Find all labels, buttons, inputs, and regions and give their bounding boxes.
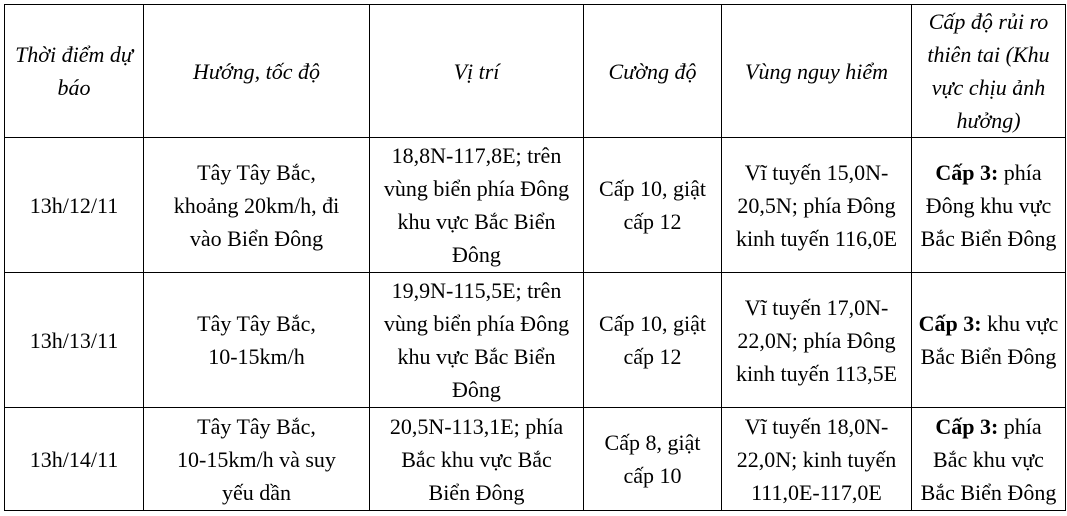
risk-level-label: Cấp 3: [935, 413, 999, 439]
cell-direction: Tây Tây Bắc, 10-15km/h và suy yếu dần [144, 408, 370, 511]
header-time: Thời điểm dự báo [5, 5, 144, 138]
cell-time: 13h/12/11 [5, 138, 144, 273]
risk-level-label: Cấp 3: [935, 159, 999, 185]
cell-time: 13h/13/11 [5, 273, 144, 408]
table-row [5, 408, 1066, 511]
cell-time: 13h/14/11 [5, 408, 144, 511]
cell-direction: Tây Tây Bắc, khoảng 20km/h, đi vào Biển Đông [144, 138, 370, 273]
cell-position: 20,5N-113,1E; phía Bắc khu vực Bắc Biển Đông [370, 408, 584, 511]
cell-position: 18,8N-117,8E; trên vùng biển phía Đông khu vực Bắc Biển Đông [370, 138, 584, 273]
cell-direction: Tây Tây Bắc, 10-15km/h [144, 273, 370, 408]
table-row [5, 273, 1066, 408]
cell-position: 19,9N-115,5E; trên vùng biển phía Đông khu vực Bắc Biển Đông [370, 273, 584, 408]
header-direction: Hướng, tốc độ [144, 5, 370, 138]
cell-risk-level: Cấp 3: phía Bắc khu vực Bắc Biển Đông [912, 408, 1066, 511]
cell-danger-zone: Vĩ tuyến 17,0N- 22,0N; phía Đông kinh tuyến 113,5E [722, 273, 912, 408]
header-position: Vị trí [370, 5, 584, 138]
cell-risk-level: Cấp 3: phía Đông khu vực Bắc Biển Đông [912, 138, 1066, 273]
table-header-row [5, 5, 1066, 138]
cell-intensity: Cấp 10, giật cấp 12 [584, 138, 722, 273]
cell-intensity: Cấp 8, giật cấp 10 [584, 408, 722, 511]
cell-intensity: Cấp 10, giật cấp 12 [584, 273, 722, 408]
cell-danger-zone: Vĩ tuyến 15,0N- 20,5N; phía Đông kinh tuyến 116,0E [722, 138, 912, 273]
header-risk-level: Cấp độ rủi ro thiên tai (Khu vực chịu ảnh hưởng) [912, 5, 1066, 138]
header-danger-zone: Vùng nguy hiểm [722, 5, 912, 138]
cell-risk-level: Cấp 3: khu vực Bắc Biển Đông [912, 273, 1066, 408]
risk-level-label: Cấp 3: [918, 311, 982, 336]
header-intensity: Cường độ [584, 5, 722, 138]
storm-forecast-table [4, 4, 1066, 511]
cell-danger-zone: Vĩ tuyến 18,0N- 22,0N; kinh tuyến 111,0E-117,0E [722, 408, 912, 511]
table-row [5, 138, 1066, 273]
